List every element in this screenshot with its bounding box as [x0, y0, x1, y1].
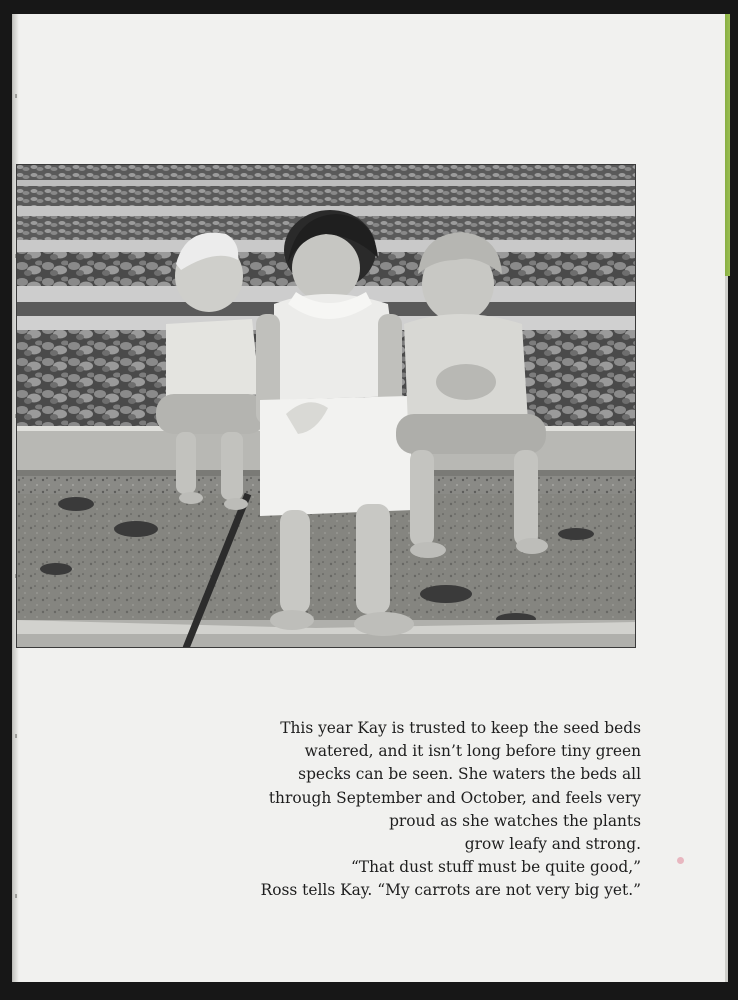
caption-line: Ross tells Kay. “My carrots are not very big yet.” — [260, 881, 641, 900]
caption-line: “That dust stuff must be quite good,” — [350, 858, 641, 877]
ink-speck — [677, 857, 684, 864]
caption-line: proud as she watches the plants — [389, 811, 641, 830]
caption-paragraph — [213, 717, 641, 903]
caption-line: grow leafy and strong. — [464, 835, 641, 854]
book-page — [12, 14, 725, 982]
photo-children-on-seed-bed — [16, 164, 636, 648]
caption-line: specks can be seen. She waters the beds all — [298, 765, 641, 784]
caption-line: watered, and it isn’t long before tiny green — [304, 742, 641, 761]
caption-line: through September and October, and feels very — [268, 788, 641, 807]
caption-line: This year Kay is trusted to keep the seed beds — [280, 719, 641, 737]
